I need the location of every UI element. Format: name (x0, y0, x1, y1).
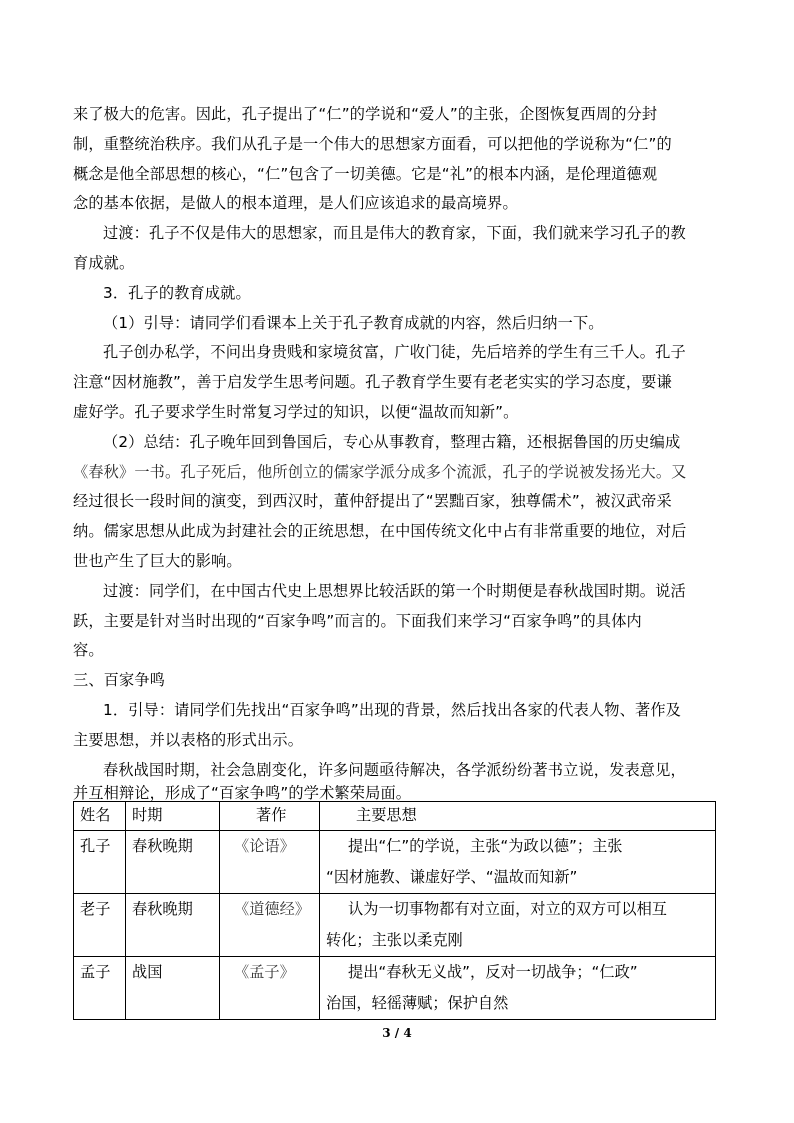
thought-line: 提出“春秋无义战”，反对一切战争；“仁政” (348, 963, 638, 981)
text-line: 春秋战国时期，社会急剧变化，许多问题亟待解决，各学派纷纷著书立说，发表意见， (103, 761, 686, 779)
text-line: 1．引导：请同学们先找出“百家争鸣”出现的背景，然后找出各家的代表人物、著作及 (103, 701, 681, 719)
text-line: 纳。儒家思想从此成为封建社会的正统思想，在中国传统文化中占有非常重要的地位，对后 (73, 522, 687, 540)
table-row (74, 894, 716, 957)
text-line: 经过很长一段时间的演变，到西汉时，董仲舒提出了“罢黜百家，独尊儒术”，被汉武帝采 (73, 492, 672, 510)
table-header-cell: 著作 (220, 802, 320, 831)
name-cell: 孔子 (74, 831, 126, 894)
text-line: 注意“因材施教”，善于启发学生思考问题。孔子教育学生要有老老实实的学习态度，要谦 (73, 373, 672, 391)
text-line: 主要思想，并以表格的形式出示。 (73, 731, 304, 749)
text-line: （2）总结：孔子晚年回到鲁国后，专心从事教育，整理古籍，还根据鲁国的历史编成 (103, 433, 681, 451)
section-heading: 三、百家争鸣 (73, 671, 166, 689)
period-cell: 战国 (126, 957, 220, 1020)
works-cell: 《论语》 (220, 831, 320, 894)
thought-cell (320, 831, 716, 894)
text-line: 并互相辩论，形成了“百家争鸣”的学术繁荣局面。 (73, 784, 412, 802)
text-line: 来了极大的危害。因此，孔子提出了“仁”的学说和“爱人”的主张，企图恢复西周的分封 (73, 105, 658, 123)
table-row (74, 957, 716, 1020)
section-heading: 3．孔子的教育成就。 (103, 284, 251, 302)
table-header-cell: 主要思想 (320, 802, 716, 831)
table-header-cell: 姓名 (74, 802, 126, 831)
thought-cell (320, 894, 716, 957)
table-header-cell: 时期 (126, 802, 220, 831)
text-line: 容。 (73, 641, 104, 659)
text-line: 过渡：同学们，在中国古代史上思想界比较活跃的第一个时期便是春秋战国时期。说活 (103, 582, 686, 600)
text-line: 制，重整统治秩序。我们从孔子是一个伟大的思想家方面看，可以把他的学说称为“仁”的 (73, 135, 672, 153)
thought-line: 提出“仁”的学说，主张“为政以德”；主张 (348, 837, 623, 855)
text-line: 世也产生了巨大的影响。 (73, 552, 242, 570)
text-line: （1）引导：请同学们看课本上关于孔子教育成就的内容，然后归纳一下。 (103, 314, 604, 332)
thought-line: 转化；主张以柔克刚 (326, 931, 463, 949)
text-line: 虚好学。孔子要求学生时常复习学过的知识，以便“温故而知新”。 (73, 403, 519, 421)
text-line: 孔子创办私学，不问出身贵贱和家境贫富，广收门徒，先后培养的学生有三千人。孔子 (103, 343, 686, 361)
page-number: 3 / 4 (382, 1026, 412, 1040)
thinkers-table (73, 801, 716, 1020)
period-cell: 春秋晚期 (126, 894, 220, 957)
works-cell: 《孟子》 (220, 957, 320, 1020)
text-line: 过渡：孔子不仅是伟大的思想家，而且是伟大的教育家，下面，我们就来学习孔子的教 (103, 224, 686, 242)
period-cell: 春秋晚期 (126, 831, 220, 894)
name-cell: 孟子 (74, 957, 126, 1020)
name-cell: 老子 (74, 894, 126, 957)
thought-cell (320, 957, 716, 1020)
thought-line: 认为一切事物都有对立面，对立的双方可以相互 (348, 900, 667, 918)
text-line: 概念是他全部思想的核心，“仁”包含了一切美德。它是“礼”的根本内涵，是伦理道德观 (73, 165, 658, 183)
thought-line: “因材施教、谦虚好学、“温故而知新” (326, 868, 578, 886)
text-line: 《春秋》一书。孔子死后，他所创立的儒家学派分成多个流派，孔子的学说被发扬光大。又 (73, 463, 687, 481)
works-cell: 《道德经》 (220, 894, 320, 957)
table-row (74, 831, 716, 894)
thought-line: 治国，轻徭薄赋；保护自然 (326, 994, 509, 1012)
text-line: 念的基本依据，是做人的根本道理，是人们应该追求的最高境界。 (73, 194, 518, 212)
text-line: 跃，主要是针对当时出现的“百家争鸣”而言的。下面我们来学习“百家争鸣”的具体内 (73, 612, 642, 630)
text-line: 育成就。 (73, 254, 135, 272)
table-header-row (74, 802, 716, 831)
